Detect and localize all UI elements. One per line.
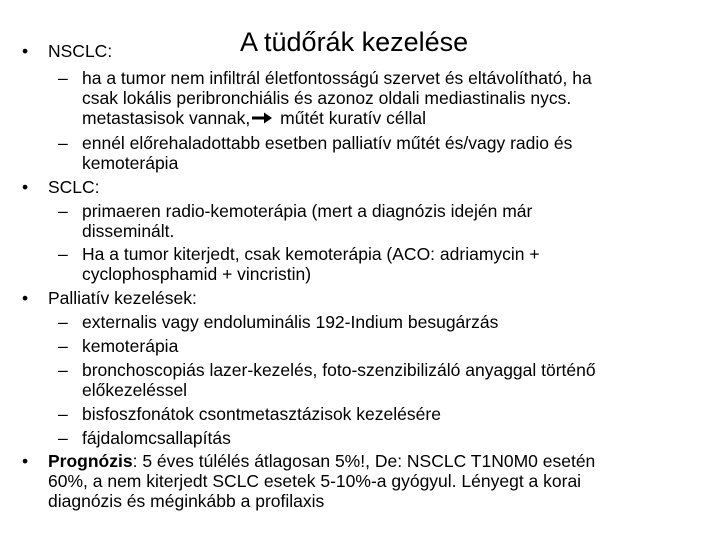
palliative-item-dash: –: [58, 360, 68, 380]
bullet-palliative: •: [22, 288, 29, 308]
nsclc-item2-line2: kemoterápia: [82, 153, 179, 173]
page-title: A tüdőrák kezelése: [240, 27, 469, 57]
bullet-sclc: •: [22, 177, 29, 197]
sclc-item2-line2: cyclophosphamid + vincristin): [82, 264, 312, 284]
nsclc-item1-line3-after: műtét kuratív céllal: [275, 108, 427, 128]
sclc-item2-dash: –: [58, 244, 68, 264]
palliative-item: bisfoszfonátok csontmetasztázisok kezelésére: [82, 404, 441, 424]
prognosis-line3: diagnózis és méginkább a profilaxis: [48, 491, 325, 511]
nsclc-heading: NSCLC:: [48, 41, 113, 61]
sclc-item1-dash: –: [58, 201, 68, 221]
palliative-item-dash: –: [58, 404, 68, 424]
prognosis-line2: 60%, a nem kiterjedt SCLC esetek 5-10%-a gyógyul. Lényegt a korai: [48, 471, 582, 491]
nsclc-item1-line3-before: metastasisok vannak,: [82, 108, 251, 128]
right-arrow-icon: [251, 111, 273, 125]
palliative-item: bronchoscopiás lazer-kezelés, foto-szenzibilizáló anyaggal történő: [82, 360, 596, 380]
palliative-item-continuation: előkezeléssel: [82, 380, 188, 400]
prognosis-line1-text: : 5 éves túlélés átlagosan 5%!, De: NSCLC T1N0M0 esetén: [132, 451, 596, 471]
bullet-prognosis: •: [22, 451, 29, 471]
palliative-heading: Palliatív kezelések:: [48, 288, 197, 308]
sclc-item1-line1: primaeren radio-kemoterápia (mert a diagnózis idején már: [82, 201, 533, 221]
palliative-item-dash: –: [58, 428, 68, 448]
sclc-item1-line2: disseminált.: [82, 221, 175, 241]
prognosis-label: Prognózis: [48, 451, 133, 471]
nsclc-item1-line3: [82, 108, 426, 128]
palliative-item-dash: –: [58, 336, 68, 356]
nsclc-item1-line1: ha a tumor nem infiltrál életfontosságú szervet és eltávolítható, ha: [82, 68, 592, 88]
nsclc-item1-dash: –: [58, 68, 68, 88]
palliative-item-dash: –: [58, 312, 68, 332]
bullet-nsclc: •: [22, 41, 29, 61]
palliative-item: fájdalomcsallapítás: [82, 428, 231, 448]
prognosis-line1: [48, 451, 595, 471]
nsclc-item2-line1: ennél előrehaladottabb esetben palliatív műtét és/vagy radio és: [82, 133, 573, 153]
nsclc-item1-line2: csak lokális peribronchiális és azonoz oldali mediastinalis nycs.: [82, 88, 572, 108]
nsclc-item2-dash: –: [58, 133, 68, 153]
palliative-item: kemoterápia: [82, 336, 179, 356]
palliative-item: externalis vagy endoluminális 192-Indium besugárzás: [82, 312, 499, 332]
sclc-heading: SCLC:: [48, 177, 100, 197]
sclc-item2-line1: Ha a tumor kiterjedt, csak kemoterápia (ACO: adriamycin +: [82, 244, 540, 264]
